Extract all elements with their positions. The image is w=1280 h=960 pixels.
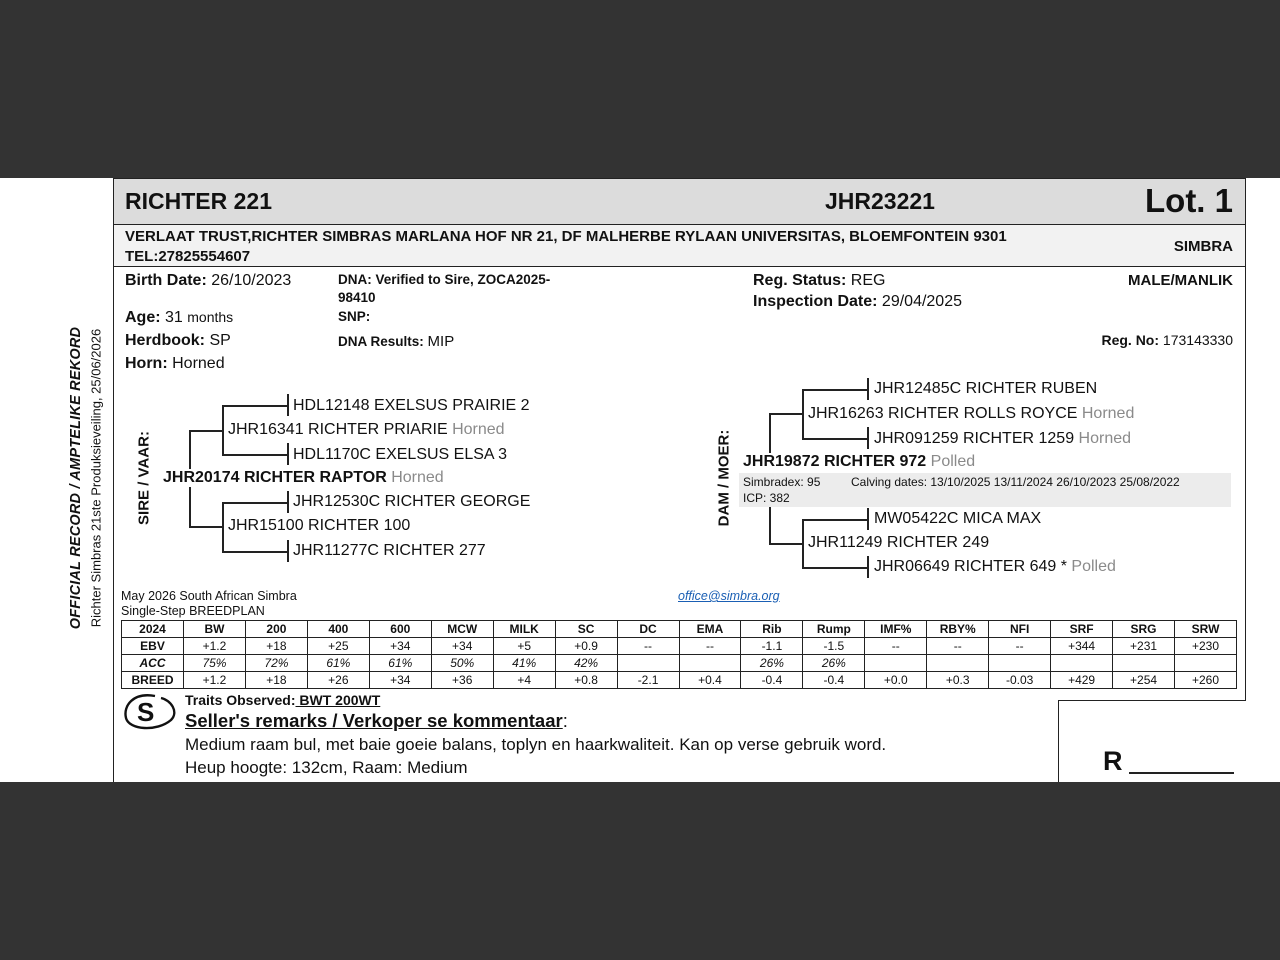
sire-label: SIRE / VAAR:: [135, 431, 153, 525]
dam-dam: JHR11249 RICHTER 249: [808, 534, 990, 551]
owner-phone: TEL:27825554607: [125, 248, 251, 265]
remarks-line-2: Heup hoogte: 132cm, Raam: Medium: [185, 758, 468, 777]
sire-sire-sire: HDL12148 EXELSUS PRAIRIE 2: [293, 397, 530, 414]
herdbook: Herdbook: SP: [125, 332, 231, 349]
breed-label: SIMBRA: [1173, 238, 1233, 255]
lot-number: Lot. 1: [1145, 182, 1233, 219]
breedplan-subtitle: Single-Step BREEDPLAN: [121, 604, 265, 618]
sire-sire: JHR16341 RICHTER PRIARIE Horned: [228, 421, 505, 438]
owner-bar: [114, 225, 1245, 267]
owner-address: VERLAAT TRUST,RICHTER SIMBRAS MARLANA HOF NR 21, DF MALHERBE RYLAAN UNIVERSITAS, BLOEMFONTEIN 9301: [125, 228, 1007, 245]
icp: ICP: 382: [743, 491, 790, 505]
sire: JHR20174 RICHTER RAPTOR Horned: [163, 469, 444, 486]
official-record-label: OFFICIAL RECORD / AMPTELIKE REKORD: [68, 326, 84, 630]
dam: JHR19872 RICHTER 972 Polled: [743, 453, 976, 470]
animal-name: RICHTER 221: [125, 188, 272, 214]
dna-verification-code: 98410: [338, 290, 376, 305]
reg-status: Reg. Status: REG: [753, 272, 886, 289]
breedplan-title: May 2026 South African Simbra: [121, 589, 297, 603]
dna-verification: DNA: Verified to Sire, ZOCA2025-: [338, 272, 551, 287]
sire-dam-sire: JHR12530C RICHTER GEORGE: [293, 493, 531, 510]
price-line: [1129, 772, 1234, 774]
table-row-breed: BREED +1.2 +18 +26 +34 +36 +4 +0.8 -2.1 +0.4 -0.4 -0.4 +0.0 +0.3 -0.03 +429 +254 +260: [122, 672, 1237, 689]
calving-dates: Calving dates: 13/10/2025 13/11/2024 26/10/2023 25/08/2022: [851, 475, 1180, 489]
ebv-table: [121, 620, 1237, 689]
age: Age: 31 months: [125, 309, 234, 326]
table-row-ebv: EBV +1.2 +18 +25 +34 +34 +5 +0.9 -- -- -1.1 -1.5 -- -- -- +344 +231 +230: [122, 638, 1237, 655]
dna-results: DNA Results: MIP: [338, 333, 455, 350]
sire-sire-dam: HDL1170C EXELSUS ELSA 3: [293, 446, 508, 463]
dam-sire-sire: JHR12485C RICHTER RUBEN: [874, 380, 1098, 397]
simbradex: Simbradex: 95: [743, 475, 821, 489]
sire-dam-dam: JHR11277C RICHTER 277: [293, 542, 486, 559]
snp-label: SNP:: [338, 309, 371, 324]
sire-dam: JHR15100 RICHTER 100: [228, 517, 411, 534]
table-header-row: 2024 BW 200 400 600 MCW MILK SC DC EMA Rib Rump IMF% RBY% NFI SRF SRG SRW: [122, 621, 1237, 638]
dam-label: DAM / MOER:: [715, 429, 733, 527]
dam-dam-sire: MW05422C MICA MAX: [874, 510, 1042, 527]
traits-observed: Traits Observed: BWT 200WT: [185, 692, 381, 708]
table-row-acc: ACC 75% 72% 61% 61% 50% 41% 42% 26% 26%: [122, 655, 1237, 672]
price-box: [1058, 700, 1246, 782]
reg-number: Reg. No: 173143330: [1101, 332, 1233, 348]
remarks-title: Seller's remarks / Verkoper se kommentaar:: [185, 710, 568, 731]
remarks-line-1: Medium raam bul, met baie goeie balans, toplyn en haarkwaliteit. Kan op verse gebruik word.: [185, 735, 887, 754]
seller-logo-letter: S: [137, 697, 155, 727]
sex-label: MALE/MANLIK: [1128, 272, 1233, 289]
horn-status: Horn: Horned: [125, 355, 225, 372]
dam-sire-dam: JHR091259 RICHTER 1259 Horned: [874, 430, 1132, 447]
event-label: Richter Simbras 21ste Produksieveiling, 25/06/2026: [88, 328, 104, 628]
animal-id: JHR23221: [825, 188, 935, 214]
dam-dam-dam: JHR06649 RICHTER 649 * Polled: [874, 558, 1116, 575]
email-link[interactable]: office@simbra.org: [678, 589, 780, 603]
price-currency: R: [1103, 746, 1123, 776]
dam-sire: JHR16263 RICHTER ROLLS ROYCE Horned: [808, 405, 1135, 422]
header-bar: [114, 179, 1245, 225]
seller-logo-icon: [121, 688, 179, 734]
birth-date: Birth Date: 26/10/2023: [125, 272, 292, 289]
inspection-date: Inspection Date: 29/04/2025: [753, 293, 962, 310]
